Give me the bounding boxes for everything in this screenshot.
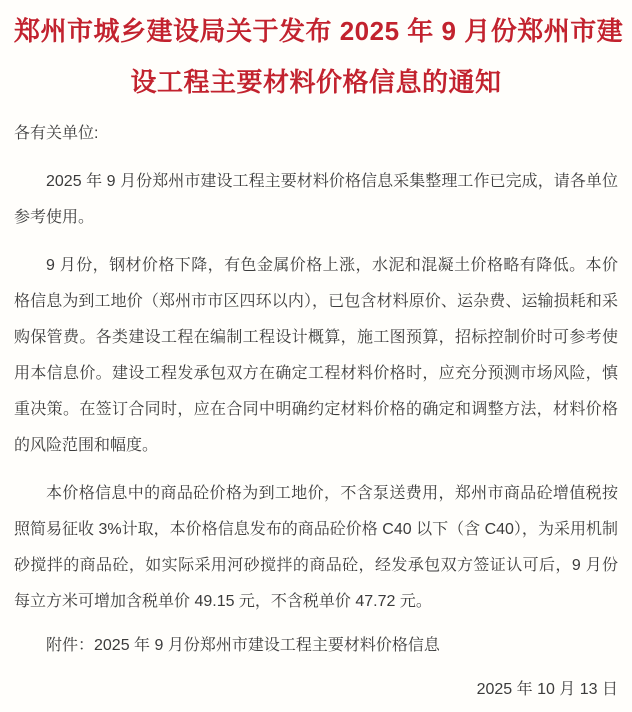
paragraph-price-trends: 9 月份，钢材价格下降，有色金属价格上涨，水泥和混凝土价格略有降低。本价格信息为到工地价（郑州市市区四环以内），已包含材料原价、运杂费、运输损耗和采购保管费。各类建设工程在编制工程设计概算，施工图预算，招标控制价时可参考使用本信息价。建设工程发承包双方在确定工程材料价格时，应充分预测市场风险，慎重决策。在签订合同时，应在合同中明确约定材料价格的确定和调整方法，材料价格的风险范围和幅度。	[14, 257, 618, 454]
paragraph-concrete-pricing: 本价格信息中的商品砼价格为到工地价，不含泵送费用，郑州市商品砼增值税按照简易征收 3%计取，本价格信息发布的商品砼价格 C40 以下（含 C40），为采用机制砂搅拌的商品砼，如实际采用河砂搅拌的商品砼，经发承包双方签证认可后，9 月份每立方米可增加含税单价 49.15 元，不含税单价 47.72 元。	[14, 485, 618, 610]
paragraph-completion-notice: 2025 年 9 月份郑州市建设工程主要材料价格信息采集整理工作已完成，请各单位参考使用。	[14, 173, 618, 226]
salutation: 各有关单位:	[14, 125, 99, 142]
attachment-line: 附件：2025 年 9 月份郑州市建设工程主要材料价格信息	[46, 637, 440, 654]
issue-date: 2025 年 10 月 13 日	[476, 681, 618, 698]
notice-title-line-1: 郑州市城乡建设局关于发布 2025 年 9 月份郑州市建	[14, 16, 624, 46]
notice-title	[14, 6, 624, 108]
notice-title-line-2: 设工程主要材料价格信息的通知	[130, 67, 502, 97]
